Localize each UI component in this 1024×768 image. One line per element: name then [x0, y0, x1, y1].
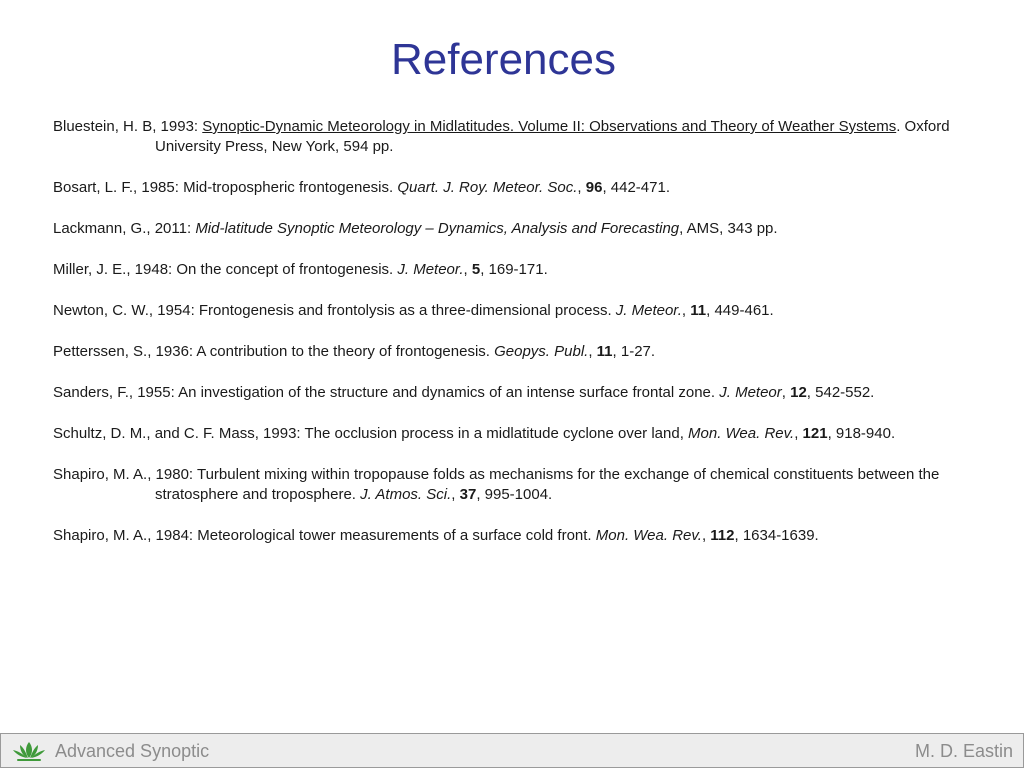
reference-volume: 11 [596, 343, 613, 360]
reference-item [53, 178, 973, 198]
reference-list [53, 117, 973, 567]
reference-journal: J. Meteor. [615, 302, 682, 319]
page-title: References [390, 35, 616, 84]
reference-text: , [588, 343, 597, 360]
reference-journal: Mon. Wea. Rev. [595, 527, 702, 544]
reference-text: , 995-1004. [476, 486, 553, 503]
reference-text: , [781, 384, 791, 401]
reference-text: Shapiro, M. A., 1980: Turbulent mixing within tropopause folds as mechanisms for the exchange of chemical constituents between the stratosphere and troposphere. [53, 466, 940, 503]
reference-journal: J. Atmos. Sci. [360, 486, 452, 503]
reference-volume: 37 [459, 486, 477, 503]
reference-journal: Quart. J. Roy. Meteor. Soc. [397, 179, 578, 196]
reference-text: Shapiro, M. A., 1984: Meteorological tower measurements of a surface cold front. [53, 527, 596, 544]
reference-text: Schultz, D. M., and C. F. Mass, 1993: The occlusion process in a midlatitude cyclone over land, [53, 425, 689, 442]
reference-title: Synoptic-Dynamic Meteorology in Midlatitudes. Volume II: Observations and Theory of Weather Systems [202, 118, 897, 135]
reference-text: , 1-27. [612, 343, 656, 360]
reference-journal: J. Meteor. [397, 261, 464, 278]
reference-text: , AMS, 343 pp. [679, 220, 778, 237]
reference-item [53, 260, 973, 280]
reference-text: , [451, 486, 460, 503]
reference-volume: 12 [790, 384, 807, 401]
reference-volume: 121 [802, 425, 828, 442]
reference-journal: Geopys. Publ. [494, 343, 589, 360]
reference-text: , [794, 425, 803, 442]
reference-volume: 11 [690, 302, 707, 319]
reference-item [53, 117, 973, 157]
reference-item [53, 342, 973, 362]
reference-text: Bosart, L. F., 1985: Mid-tropospheric frontogenesis. [53, 179, 398, 196]
reference-text: Petterssen, S., 1936: A contribution to the theory of frontogenesis. [53, 343, 495, 360]
reference-text: , 542-552. [806, 384, 875, 401]
reference-item [53, 465, 973, 505]
reference-text: , 442-471. [602, 179, 670, 196]
reference-text: Newton, C. W., 1954: Frontogenesis and frontolysis as a three-dimensional process. [53, 302, 616, 319]
reference-item [53, 424, 973, 444]
reference-volume: 112 [710, 527, 735, 544]
reference-volume: 5 [471, 261, 481, 278]
reference-item [53, 383, 973, 403]
reference-item [53, 526, 973, 546]
reference-text: , 449-461. [706, 302, 774, 319]
reference-text: , 169-171. [480, 261, 548, 278]
reference-item [53, 301, 973, 321]
reference-volume: 96 [585, 179, 603, 196]
reference-text: , [577, 179, 586, 196]
reference-text: Miller, J. E., 1948: On the concept of frontogenesis. [53, 261, 398, 278]
reference-text: Lackmann, G., 2011: [53, 220, 196, 237]
reference-text: , 1634-1639. [734, 527, 819, 544]
lotus-logo-icon [11, 739, 47, 763]
reference-journal: Mid-latitude Synoptic Meteorology – Dynamics, Analysis and Forecasting [195, 220, 680, 237]
footer-bar [0, 733, 1024, 768]
reference-text: . Oxford University Press, New York, 594 pp. [155, 118, 950, 155]
reference-text: , [701, 527, 711, 544]
reference-text: Bluestein, H. B, 1993: [53, 118, 203, 135]
reference-item [53, 219, 973, 239]
reference-text: , 918-940. [827, 425, 896, 442]
reference-text: Sanders, F., 1955: An investigation of the structure and dynamics of an intense surface frontal zone. [53, 384, 720, 401]
footer-course-title: Advanced Synoptic [55, 741, 210, 761]
reference-journal: Mon. Wea. Rev. [688, 425, 795, 442]
reference-journal: J. Meteor [719, 384, 782, 401]
reference-text: , [463, 261, 472, 278]
footer-author: M. D. Eastin [914, 741, 1013, 761]
reference-text: , [681, 302, 691, 319]
